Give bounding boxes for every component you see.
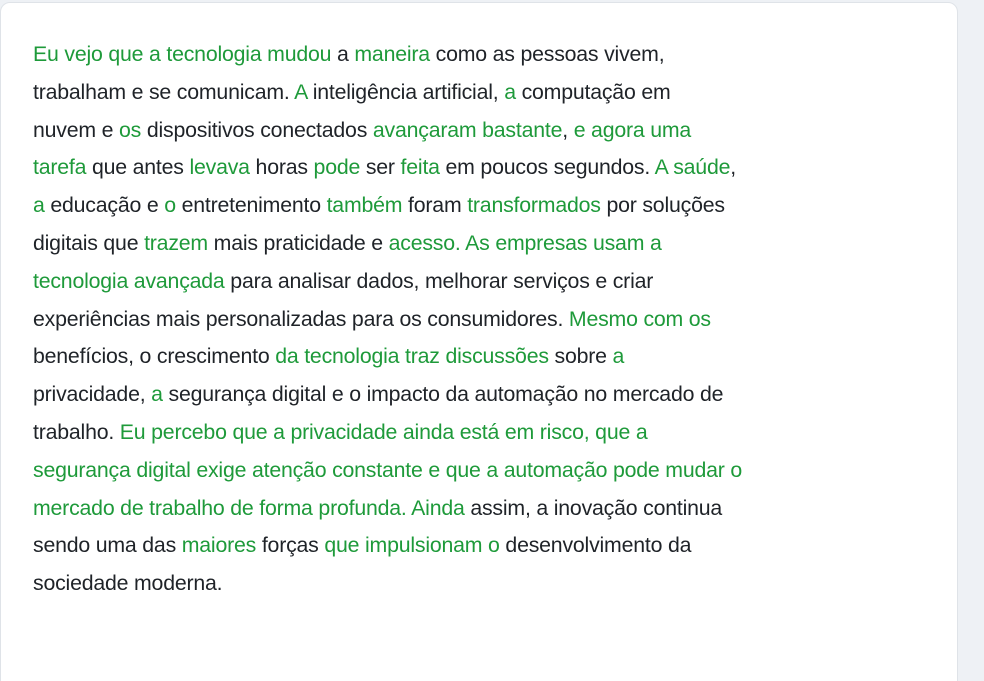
plain-text: digitais que bbox=[33, 230, 145, 255]
plain-text: segurança digital e o impacto da automação no mercado de bbox=[162, 382, 724, 407]
highlighted-text: acesso. As empresas usam a bbox=[388, 230, 662, 255]
text-line bbox=[33, 338, 933, 376]
plain-text: inteligência artificial, bbox=[306, 79, 505, 104]
plain-text: dispositivos conectados bbox=[141, 117, 373, 142]
highlighted-text: segurança digital exige atenção constante e que a automação pode mudar o bbox=[33, 457, 743, 482]
text-line bbox=[33, 36, 933, 74]
plain-text: para analisar dados, melhorar serviços e criar bbox=[224, 268, 654, 293]
plain-text: entretenimento bbox=[175, 193, 327, 218]
highlighted-text: e agora uma bbox=[573, 117, 692, 142]
plain-text: , bbox=[730, 155, 736, 180]
plain-text: trabalham e se comunicam. bbox=[33, 79, 295, 104]
text-line bbox=[33, 527, 933, 565]
text-line bbox=[33, 187, 933, 225]
highlighted-text: trazem bbox=[144, 230, 208, 255]
highlighted-text: a bbox=[612, 344, 625, 369]
text-line bbox=[33, 112, 933, 150]
plain-text: horas bbox=[249, 155, 314, 180]
highlighted-text: da tecnologia traz discussões bbox=[275, 344, 549, 369]
text-line bbox=[33, 414, 933, 452]
plain-text: privacidade, bbox=[33, 382, 152, 407]
highlighted-text: A bbox=[294, 79, 307, 104]
plain-text: mais praticidade e bbox=[207, 230, 389, 255]
plain-text: assim, a inovação continua bbox=[464, 495, 723, 520]
plain-text: desenvolvimento da bbox=[499, 533, 692, 558]
highlighted-text: transformados bbox=[467, 193, 601, 218]
plain-text: sobre bbox=[548, 344, 613, 369]
highlighted-text: tecnologia avançada bbox=[33, 268, 225, 293]
text-line bbox=[33, 74, 933, 112]
text-line bbox=[33, 452, 933, 490]
highlighted-text: mercado de trabalho de forma profunda. Ainda bbox=[33, 495, 465, 520]
plain-text: que antes bbox=[86, 155, 190, 180]
text-line bbox=[33, 149, 933, 187]
text-line bbox=[33, 565, 933, 603]
plain-text: foram bbox=[402, 193, 468, 218]
highlighted-text: tarefa bbox=[33, 155, 87, 180]
plain-text: computação em bbox=[515, 79, 671, 104]
highlighted-text: maiores bbox=[181, 533, 257, 558]
highlighted-text: feita bbox=[400, 155, 440, 180]
highlighted-text: os bbox=[119, 117, 142, 142]
plain-text: a bbox=[331, 42, 355, 66]
text-line bbox=[33, 263, 933, 301]
highlighted-text: também bbox=[326, 193, 403, 218]
highlighted-text: a bbox=[504, 79, 516, 104]
plain-text: educação e bbox=[44, 193, 165, 218]
highlighted-text: a bbox=[151, 382, 163, 407]
highlighted-text: que impulsionam o bbox=[324, 533, 500, 558]
highlighted-text: o bbox=[164, 193, 176, 218]
highlighted-text: pode bbox=[313, 155, 361, 180]
plain-text: por soluções bbox=[600, 193, 725, 218]
paragraph bbox=[33, 36, 933, 603]
plain-text: benefícios, o crescimento bbox=[33, 344, 276, 369]
plain-text: em poucos segundos. bbox=[439, 155, 655, 180]
text-line bbox=[33, 490, 933, 528]
plain-text: trabalho. bbox=[33, 419, 120, 444]
text-line bbox=[33, 376, 933, 414]
highlighted-text: a bbox=[33, 193, 45, 218]
plain-text: sociedade moderna. bbox=[33, 571, 223, 596]
plain-text: experiências mais personalizadas para os consumidores. bbox=[33, 306, 569, 331]
plain-text: , bbox=[562, 117, 574, 142]
highlighted-text: maneira bbox=[354, 42, 430, 66]
highlighted-text: Eu percebo que a privacidade ainda está em risco, que a bbox=[119, 419, 648, 444]
highlighted-text: A saúde bbox=[654, 155, 731, 180]
plain-text: forças bbox=[256, 533, 325, 558]
text-line bbox=[33, 225, 933, 263]
plain-text: como as pessoas vivem, bbox=[429, 42, 665, 66]
plain-text: nuvem e bbox=[33, 117, 120, 142]
highlighted-text: Mesmo com os bbox=[568, 306, 711, 331]
plain-text: sendo uma das bbox=[33, 533, 182, 558]
plain-text: ser bbox=[360, 155, 401, 180]
text-line bbox=[33, 301, 933, 339]
highlighted-text: avançaram bastante bbox=[372, 117, 563, 142]
highlighted-text: levava bbox=[189, 155, 250, 180]
highlighted-text: Eu vejo que a tecnologia mudou bbox=[33, 42, 332, 66]
